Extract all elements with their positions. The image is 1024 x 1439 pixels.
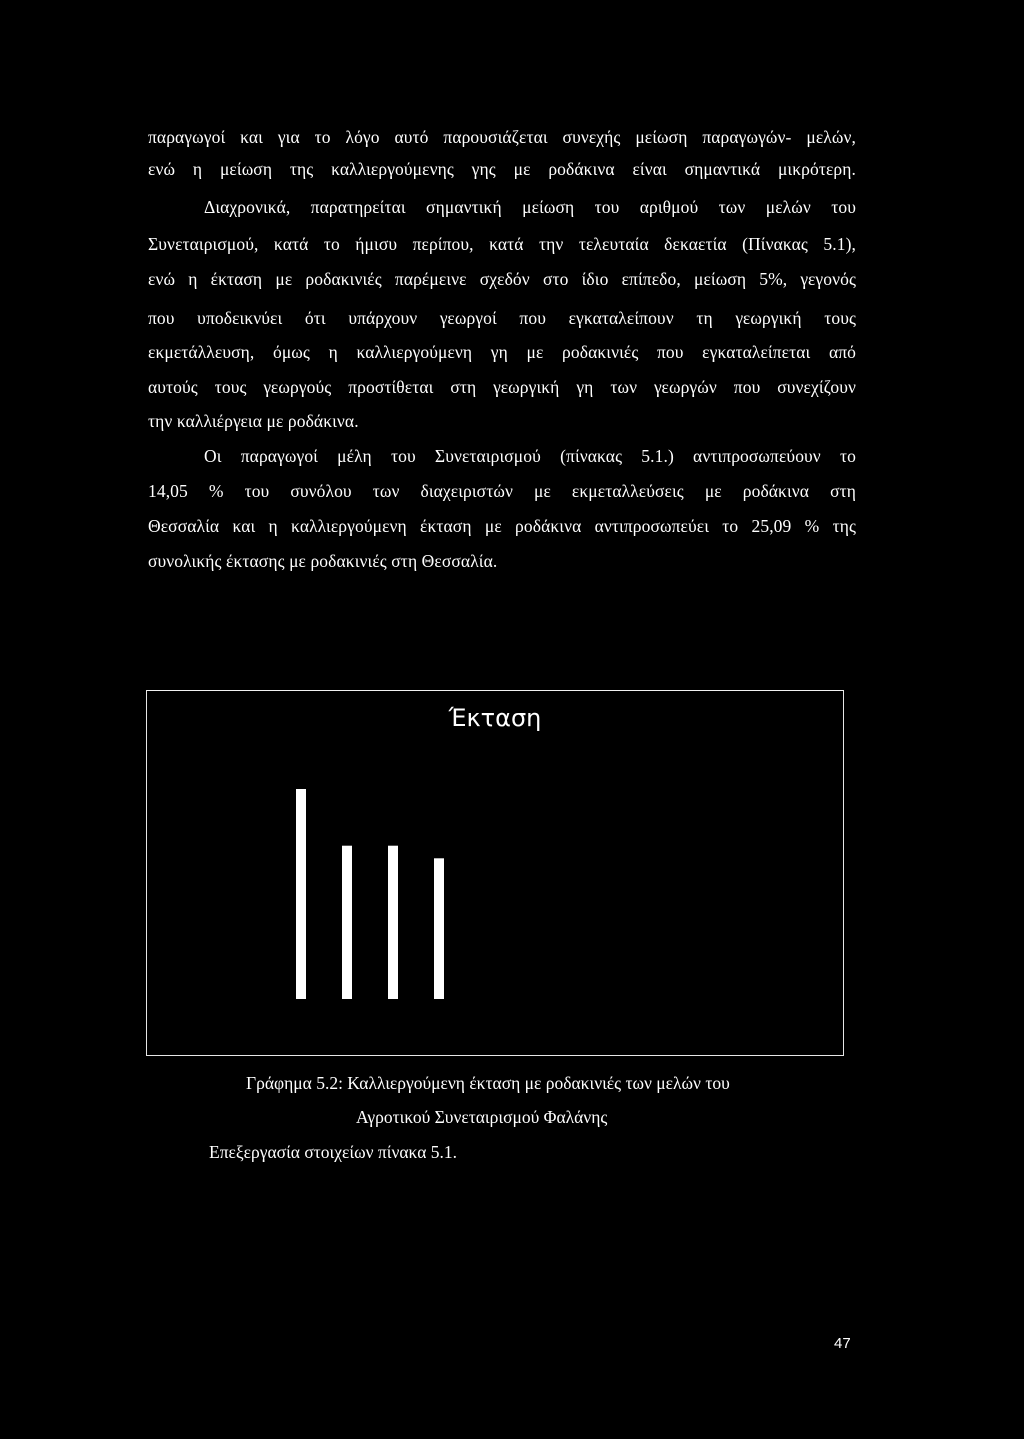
paragraph-line: ενώ η έκταση με ροδακινιές παρέμεινε σχεδόν στο ίδιο επίπεδο, μείωση 5%, γεγονός <box>148 269 856 289</box>
page-number: 47 <box>834 1335 851 1352</box>
figure-caption-continued: Αγροτικού Συνεταιρισμού Φαλάνης <box>356 1107 608 1127</box>
paragraph-line: Συνεταιρισμού, κατά το ήμισυ περίπου, κατά την τελευταία δεκαετία (Πίνακας 5.1), <box>148 234 856 254</box>
paragraph-line: αυτούς τους γεωργούς προστίθεται στη γεωργική γη των γεωργών που συνεχίζουν <box>148 377 856 397</box>
figure-caption: Γράφημα 5.2: Καλλιεργούμενη έκταση με ροδακινιές των μελών του <box>246 1073 730 1093</box>
paragraph-line: Διαχρονικά, παρατηρείται σημαντική μείωση του αριθμού των μελών του <box>204 197 856 217</box>
paragraph-line: που υποδεικνύει ότι υπάρχουν γεωργοί που εγκαταλείπουν τη γεωργική τους <box>148 308 856 328</box>
paragraph-line: συνολικής έκτασης με ροδακινιές στη Θεσσαλία. <box>148 551 498 571</box>
figure-source-note: Επεξεργασία στοιχείων πίνακα 5.1. <box>209 1142 457 1162</box>
chart-bar-3 <box>388 846 398 999</box>
paragraph-line: εκμετάλλευση, όμως η καλλιεργούμενη γη με ροδακινιές που εγκαταλείπεται από <box>148 342 856 362</box>
paragraph-line: 14,05 % του συνόλου των διαχειριστών με εκμεταλλεύσεις με ροδάκινα στη <box>148 481 856 501</box>
paragraph-line: παραγωγοί και για το λόγο αυτό παρουσιάζεται συνεχής μείωση παραγωγών- μελών, <box>148 127 856 147</box>
paragraph-line: Οι παραγωγοί μέλη του Συνεταιρισμού (πίνακας 5.1.) αντιπροσωπεύουν το <box>204 446 856 466</box>
paragraph-line: ενώ η μείωση της καλλιεργούμενης γης με ροδάκινα είναι σημαντικά μικρότερη. <box>148 159 856 179</box>
chart-frame <box>146 690 844 1056</box>
chart-title: Έκταση <box>448 704 542 732</box>
chart-bar-2 <box>342 846 352 999</box>
paragraph-line: την καλλιέργεια με ροδάκινα. <box>148 411 359 431</box>
paragraph-line: Θεσσαλία και η καλλιεργούμενη έκταση με ροδάκινα αντιπροσωπεύει το 25,09 % της <box>148 516 856 536</box>
chart-bar-4 <box>434 858 444 999</box>
chart-bar-1 <box>296 789 306 999</box>
bar-chart <box>147 691 843 1055</box>
